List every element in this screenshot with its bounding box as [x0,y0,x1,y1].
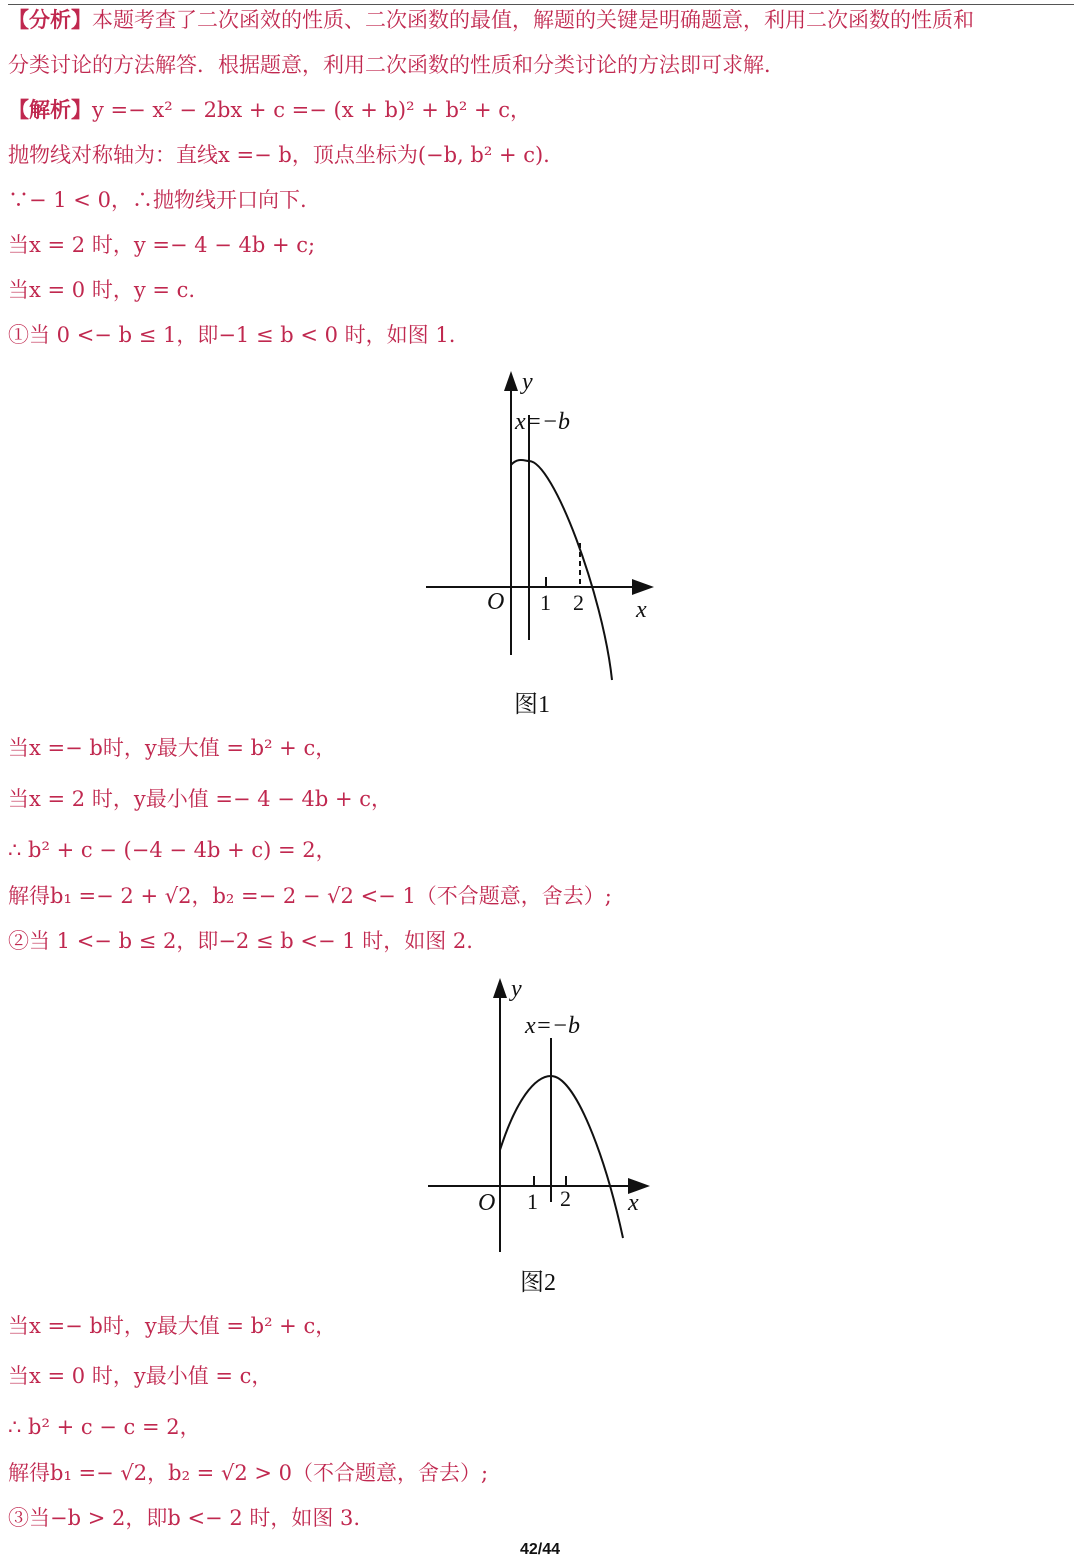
y-axis-arrow [493,978,507,998]
x-equals-2-line [8,231,1070,259]
case-1-max-text: 当x =− b时，y最大值 = b² + c， [8,736,337,760]
case-2-solution-text: 解得b₁ =− √2，b₂ = √2 > 0（不合题意，舍去）; [8,1461,489,1485]
case-1-min-line [8,785,1070,813]
analysis-text-2: 分类讨论的方法解答．根据题意，利用二次函数的性质和分类讨论的方法即可求解． [8,53,785,77]
x-axis-arrow [632,579,654,595]
case-1-text: ①当 0 <− b ≤ 1，即−1 ≤ b < 0 时，如图 1. [8,323,456,347]
axis-of-symmetry-line [8,141,1070,169]
top-rule [8,4,1074,5]
case-2-max-text: 当x =− b时，y最大值 = b² + c， [8,1314,337,1338]
case-1-equation-line [8,836,1070,864]
parabola-curve [500,1076,623,1238]
tick-1-label: 1 [540,590,551,615]
case-2-min-text: 当x = 0 时，y最小值 = c， [8,1364,273,1388]
y-axis-arrow [504,371,518,391]
x-equals-0-text: 当x = 0 时，y = c. [8,278,196,302]
case-1-solution-text: 解得b₁ =− 2 + √2，b₂ =− 2 − √2 <− 1（不合题意，舍去）; [8,884,612,908]
case-3-line [8,1504,1070,1532]
analysis-line-2 [8,51,1070,79]
origin-label: O [478,1190,496,1216]
figure-2-caption: 图2 [520,1270,556,1296]
case-2-text: ②当 1 <− b ≤ 2，即−2 ≤ b <− 1 时，如图 2. [8,929,473,953]
case-3-text: ③当−b > 2，即b <− 2 时，如图 3. [8,1506,361,1530]
solution-formula: y =− x² − 2bx + c =− (x + b)² + b² + c， [92,98,532,122]
analysis-text-1: 本题考查了二次函效的性质、二次函数的最值，解题的关键是明确题意，利用二次函数的性质和 [92,8,974,32]
case-2-equation-line [8,1413,1070,1441]
tick-2-label: 2 [573,590,584,615]
x-equals-2-text: 当x = 2 时，y =− 4 − 4b + c; [8,233,316,257]
figure-1-caption: 图1 [514,692,550,718]
x-axis-label: x [628,1190,639,1216]
figure-2-graph [420,970,670,1260]
x-axis-label: x [636,597,647,623]
case-1-equation-text: ∴ b² + c − (−4 − 4b + c) = 2， [8,838,337,862]
analysis-tag: 【分析】 [8,7,92,32]
tick-2-label: 2 [560,1186,571,1211]
parabola-curve [511,460,612,680]
case-2-equation-text: ∴ b² + c − c = 2， [8,1415,201,1439]
origin-label: O [487,589,505,615]
case-2-min-line [8,1362,1070,1390]
page-number: 42/44 [519,1541,561,1558]
tick-1-label: 1 [527,1189,538,1214]
symmetry-label: x=−b [515,409,571,435]
case-1-solution-line [8,882,1070,910]
case-2-solution-line [8,1459,1070,1487]
symmetry-label: x=−b [525,1013,581,1039]
axis-of-symmetry-text: 抛物线对称轴为：直线x =− b，顶点坐标为(−b, b² + c). [8,143,550,167]
case-1-max-line [8,734,1070,762]
opening-direction-text: ∵− 1 < 0，∴抛物线开口向下. [8,188,307,212]
analysis-line-1 [8,6,1070,34]
y-axis-label: y [522,369,533,395]
y-axis-label: y [511,976,522,1002]
solution-line [8,96,1070,124]
opening-direction-line [8,186,1070,214]
solution-tag: 【解析】 [8,97,92,122]
case-2-max-line [8,1312,1070,1340]
x-equals-0-line [8,276,1070,304]
case-1-line [8,321,1070,349]
figure-1-graph [418,365,668,690]
case-2-line [8,927,1070,955]
case-1-min-text: 当x = 2 时，y最小值 =− 4 − 4b + c， [8,787,393,811]
